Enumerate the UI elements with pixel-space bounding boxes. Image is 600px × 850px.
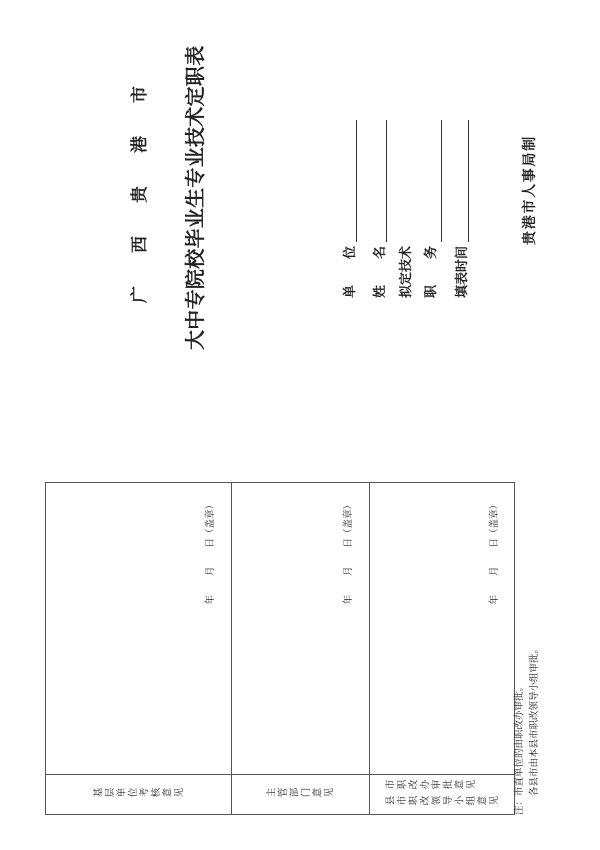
field-proposed-title	[394, 120, 444, 298]
row-label	[385, 779, 500, 811]
field-unit	[342, 120, 359, 298]
blank-line	[372, 120, 387, 242]
footnote-line: 各县市由本县市职改领导小组审批。	[529, 643, 540, 796]
field-name	[372, 120, 389, 298]
field-label	[394, 244, 444, 298]
row-label-text: 市职改办审批意见	[385, 780, 477, 792]
opinion-cell	[370, 483, 515, 774]
row-label	[266, 787, 335, 803]
field-label: 填表时间	[455, 245, 470, 298]
row-label-cell	[370, 774, 515, 814]
approval-row-grassroots	[46, 483, 231, 814]
blank-line	[454, 120, 469, 242]
blank-line	[342, 120, 357, 242]
footnote-line: 注：市直单位的由职改办审批。	[514, 681, 525, 815]
date-seal-line: 年 月 日（盖章）	[205, 500, 216, 605]
opinion-cell	[232, 483, 369, 774]
opinion-cell	[46, 483, 231, 774]
region-heading: 广西贵港市	[130, 53, 150, 303]
field-label: 单 位	[343, 245, 358, 298]
date-seal-line: 年 月 日（盖章）	[489, 500, 500, 605]
row-label-cell	[46, 774, 231, 814]
row-label-cell	[232, 774, 369, 814]
form-title: 大中专院校毕业生专业技术定职表	[183, 45, 207, 350]
approval-row-department	[231, 483, 369, 814]
row-label-text: 基层单位考核意见	[92, 788, 185, 800]
approval-table	[45, 482, 515, 815]
row-label	[93, 787, 185, 803]
approval-row-reform-office	[369, 483, 515, 814]
blank-line	[427, 120, 442, 242]
field-label-line: 拟定技术	[399, 245, 414, 298]
issuer-text: 贵港市人事局制	[522, 135, 538, 245]
date-seal-line: 年 月 日（盖章）	[343, 500, 354, 605]
row-label-text: 县市职改领导小组意见	[385, 796, 500, 808]
field-label: 姓 名	[373, 245, 388, 298]
field-fill-date	[454, 120, 471, 298]
row-label-text: 主管部门意见	[266, 788, 335, 800]
field-label-line: 职 务	[424, 245, 439, 298]
